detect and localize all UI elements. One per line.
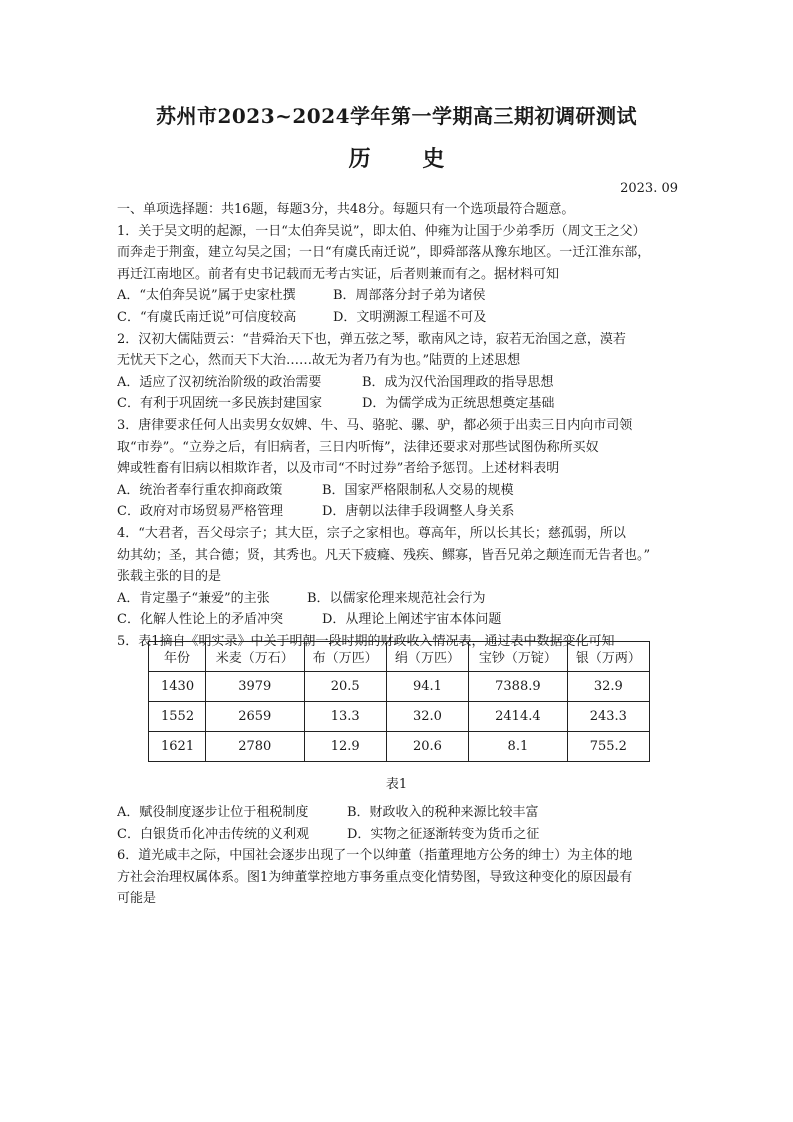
q6-line: 可能是 — [117, 891, 157, 907]
q4-line: 张载主张的目的是 — [117, 569, 222, 585]
q2-line: 2．汉初大儒陆贾云：“昔舜治天下也，弹五弦之琴，歌南风之诗，寂若无治国之意，漠若 — [117, 331, 626, 347]
table-cell: 32.9 — [567, 672, 649, 702]
table-cell: 243.3 — [567, 702, 649, 732]
q3-options-row — [117, 480, 677, 502]
q4-option-c[interactable]: C．化解人性论上的矛盾冲突 — [117, 612, 283, 628]
table-header-row — [149, 642, 650, 672]
table-cell: 20.6 — [386, 732, 468, 762]
q1-line: 1．关于吴文明的起源，一日“太伯奔吴说”，即太伯、仲雍为让国于少弟季历（周文王之父） — [117, 223, 646, 239]
table-row — [149, 732, 650, 762]
questions-block-2 — [117, 802, 677, 910]
subject-title: 历 史 — [348, 146, 467, 172]
table-header-cell: 银（万两） — [567, 642, 649, 672]
exam-title: 苏州市2023~2024学年第一学期高三期初调研测试 — [155, 104, 638, 128]
table-cell: 94.1 — [386, 672, 468, 702]
q3-option-d[interactable]: D．唐朝以法律手段调整人身关系 — [322, 504, 515, 520]
table-header-cell: 布（万匹） — [304, 642, 386, 672]
q4-option-d[interactable]: D．从理论上阐述宇宙本体问题 — [322, 612, 502, 628]
q5-options-row — [117, 824, 677, 846]
q5-line: 5．表1摘自《明实录》中关于明朝一段时期的财政收入情况表，通过表中数据变化可知 — [117, 633, 615, 649]
table-caption: 表1 — [385, 777, 408, 792]
q4-line: 幼其幼；圣，其合德；贤，其秀也。凡天下疲癃、残疾、鳏寡，皆吾兄弟之颠连而无告者也。” — [117, 547, 651, 563]
q1-line: 而奔走于荆蛮，建立勾吴之国；一日“有虞氏南迁说”，即舜部落从豫东地区。一迁江淮东部， — [117, 245, 651, 261]
table-cell: 20.5 — [304, 672, 386, 702]
table-header-cell: 米麦（万石） — [206, 642, 305, 672]
table-cell-year: 1621 — [149, 732, 206, 762]
q6-line: 6．道光咸丰之际，中国社会逐步出现了一个以绅董（指董理地方公务的绅士）为主体的地 — [117, 848, 633, 864]
q3-line: 3．唐律要求任何人出卖男女奴婢、牛、马、骆驼、骡、驴，都必须于出卖三日内向市司领 — [117, 417, 633, 433]
table-cell: 2780 — [206, 732, 305, 762]
q4-options-row — [117, 588, 677, 610]
q2-option-b[interactable]: B．成为汉代治国理政的指导思想 — [362, 374, 554, 390]
q3-option-b[interactable]: B．国家严格限制私人交易的规模 — [322, 482, 514, 498]
table-cell: 2659 — [206, 702, 305, 732]
q5-options-row — [117, 802, 677, 824]
q3-line: 婢或牲畜有旧病以相欺诈者，以及市司“不时过券”者给予惩罚。上述材料表明 — [117, 461, 560, 477]
q5-option-d[interactable]: D．实物之征逐渐转变为货币之征 — [347, 826, 540, 842]
table-cell: 13.3 — [304, 702, 386, 732]
table-row — [149, 672, 650, 702]
table-cell: 755.2 — [567, 732, 649, 762]
q2-options-row — [117, 393, 677, 415]
table-header-cell: 年份 — [149, 642, 206, 672]
exam-date: 2023. 09 — [620, 181, 678, 196]
q2-option-d[interactable]: D．为儒学成为正统思想奠定基础 — [362, 396, 555, 412]
q3-option-c[interactable]: C．政府对市场贸易严格管理 — [117, 504, 283, 520]
q1-options-row — [117, 307, 677, 329]
q1-option-d[interactable]: D．文明溯源工程遥不可及 — [333, 309, 487, 325]
q5-option-c[interactable]: C．白银货币化冲击传统的义利观 — [117, 826, 309, 842]
table-cell: 32.0 — [386, 702, 468, 732]
table-cell: 7388.9 — [469, 672, 568, 702]
q2-option-a[interactable]: A．适应了汉初统治阶级的政治需要 — [117, 374, 322, 390]
table-cell: 3979 — [206, 672, 305, 702]
q1-options-row — [117, 285, 677, 307]
q4-option-b[interactable]: B．以儒家伦理来规范社会行为 — [307, 590, 486, 606]
q1-option-c[interactable]: C．“有虞氏南迁说”可信度较高 — [117, 309, 297, 325]
section-heading: 一、单项选择题：共16题，每题3分，共48分。每题只有一个选项最符合题意。 — [117, 202, 575, 217]
q3-options-row — [117, 501, 677, 523]
table-header-cell: 宝钞（万锭） — [469, 642, 568, 672]
q3-line: 取“市券”。“立券之后，有旧病者，三日内听悔”，法律还要求对那些试图伪称所买奴 — [117, 439, 599, 455]
table-cell-year: 1552 — [149, 702, 206, 732]
table-row — [149, 702, 650, 732]
q5-option-a[interactable]: A．赋役制度逐步让位于租税制度 — [117, 805, 309, 820]
q2-line: 无忧天下之心，然而天下大治……故无为者乃有为也。”陆贾的上述思想 — [117, 353, 521, 369]
table-cell: 8.1 — [469, 732, 568, 762]
q4-options-row — [117, 609, 677, 631]
q2-options-row — [117, 372, 677, 394]
q6-line: 方社会治理权属体系。图1为绅董掌控地方事务重点变化情势图，导致这种变化的原因最有 — [117, 869, 633, 885]
table-cell-year: 1430 — [149, 672, 206, 702]
table-header-cell: 绢（万匹） — [386, 642, 468, 672]
q1-option-b[interactable]: B．周部落分封子弟为诸侯 — [333, 288, 486, 304]
q4-line: 4．“大君者，吾父母宗子；其大臣，宗子之家相也。尊高年，所以长其长；慈孤弱，所以 — [117, 525, 626, 541]
q1-option-a[interactable]: A．“太伯奔吴说”属于史家杜撰 — [117, 288, 296, 304]
fiscal-revenue-table — [148, 641, 650, 762]
questions-block-1 — [117, 199, 677, 652]
table-cell: 2414.4 — [469, 702, 568, 732]
q5-option-b[interactable]: B．财政收入的税种来源比较丰富 — [347, 805, 539, 820]
table-cell: 12.9 — [304, 732, 386, 762]
q2-option-c[interactable]: C．有利于巩固统一多民族封建国家 — [117, 396, 322, 412]
q1-line: 再迁江南地区。前者有史书记载而无考古实证，后者则兼而有之。据材料可知 — [117, 266, 560, 282]
q4-option-a[interactable]: A．肯定墨子“兼爱”的主张 — [117, 590, 270, 606]
q3-option-a[interactable]: A．统治者奉行重农抑商政策 — [117, 482, 283, 498]
